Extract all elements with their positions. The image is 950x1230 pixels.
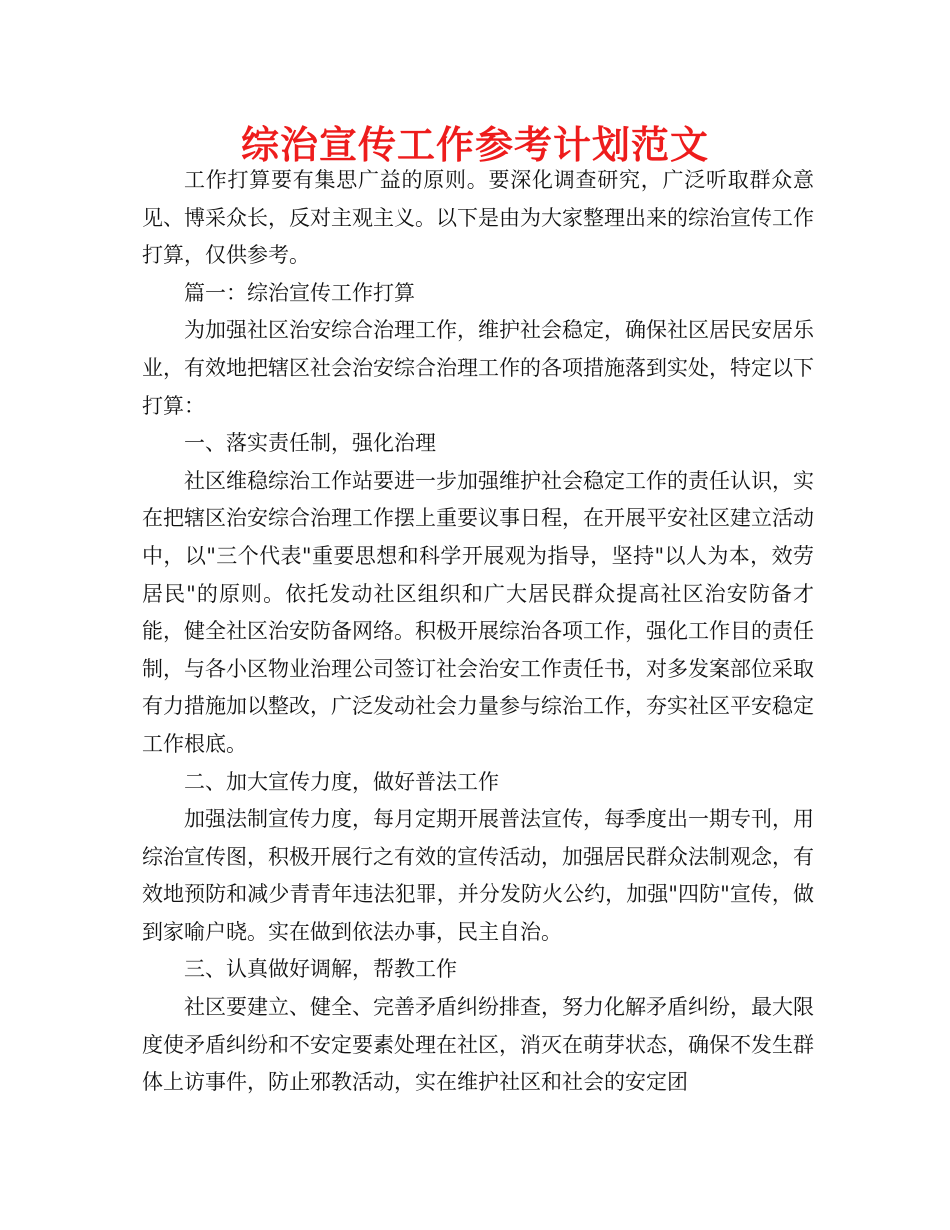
document-title: 综治宣传工作参考计划范文 [240, 123, 709, 167]
section-heading-mediation: 三、认真做好调解，帮教工作 [184, 957, 457, 982]
paragraph-purpose: 为加强社区治安综合治理工作，维护社会稳定，确保社区居民安居乐业，有效地把辖区社会治安综合治理工作的各项措施落到实处，特定以下打算： [142, 318, 814, 418]
section-heading-part-one: 篇一：综治宣传工作打算 [184, 280, 415, 305]
section-heading-responsibility: 一、落实责任制，强化治理 [184, 431, 436, 456]
paragraph-publicity: 加强法制宣传力度，每月定期开展普法宣传，每季度出一期专刊，用综治宣传图，积极开展行之有效的宣传活动，加强居民群众法制观念，有效地预防和减少青青年违法犯罪，并分发防火公约，加强"四防"宣传，做到家喻户晓。实在做到依法办事，民主自治。 [142, 807, 814, 944]
paragraph-mediation: 社区要建立、健全、完善矛盾纠纷排查，努力化解矛盾纠纷，最大限度使矛盾纠纷和不安定要素处理在社区，消灭在萌芽状态，确保不发生群体上访事件，防止邪教活动，实在维护社区和社会的安定团 [142, 995, 814, 1095]
paragraph-intro: 工作打算要有集思广益的原则。要深化调查研究，广泛听取群众意见、博采众长，反对主观主义。以下是由为大家整理出来的综治宣传工作打算，仅供参考。 [142, 168, 814, 268]
paragraph-responsibility: 社区维稳综治工作站要进一步加强维护社会稳定工作的责任认识，实在把辖区治安综合治理工作摆上重要议事日程，在开展平安社区建立活动中，以"三个代表"重要思想和科学开展观为指导，坚持"以人为本，效劳居民"的原则。依托发动社区组织和广大居民群众提高社区治安防备才能，健全社区治安防备网络。积极开展综治各项工作，强化工作目的责任制，与各小区物业治理公司签订社会治安工作责任书，对多发案部位采取有力措施加以整改，广泛发动社会力量参与综治工作，夯实社区平安稳定工作根底。 [142, 468, 814, 756]
section-heading-publicity: 二、加大宣传力度，做好普法工作 [184, 769, 499, 794]
document-body [142, 162, 814, 1102]
